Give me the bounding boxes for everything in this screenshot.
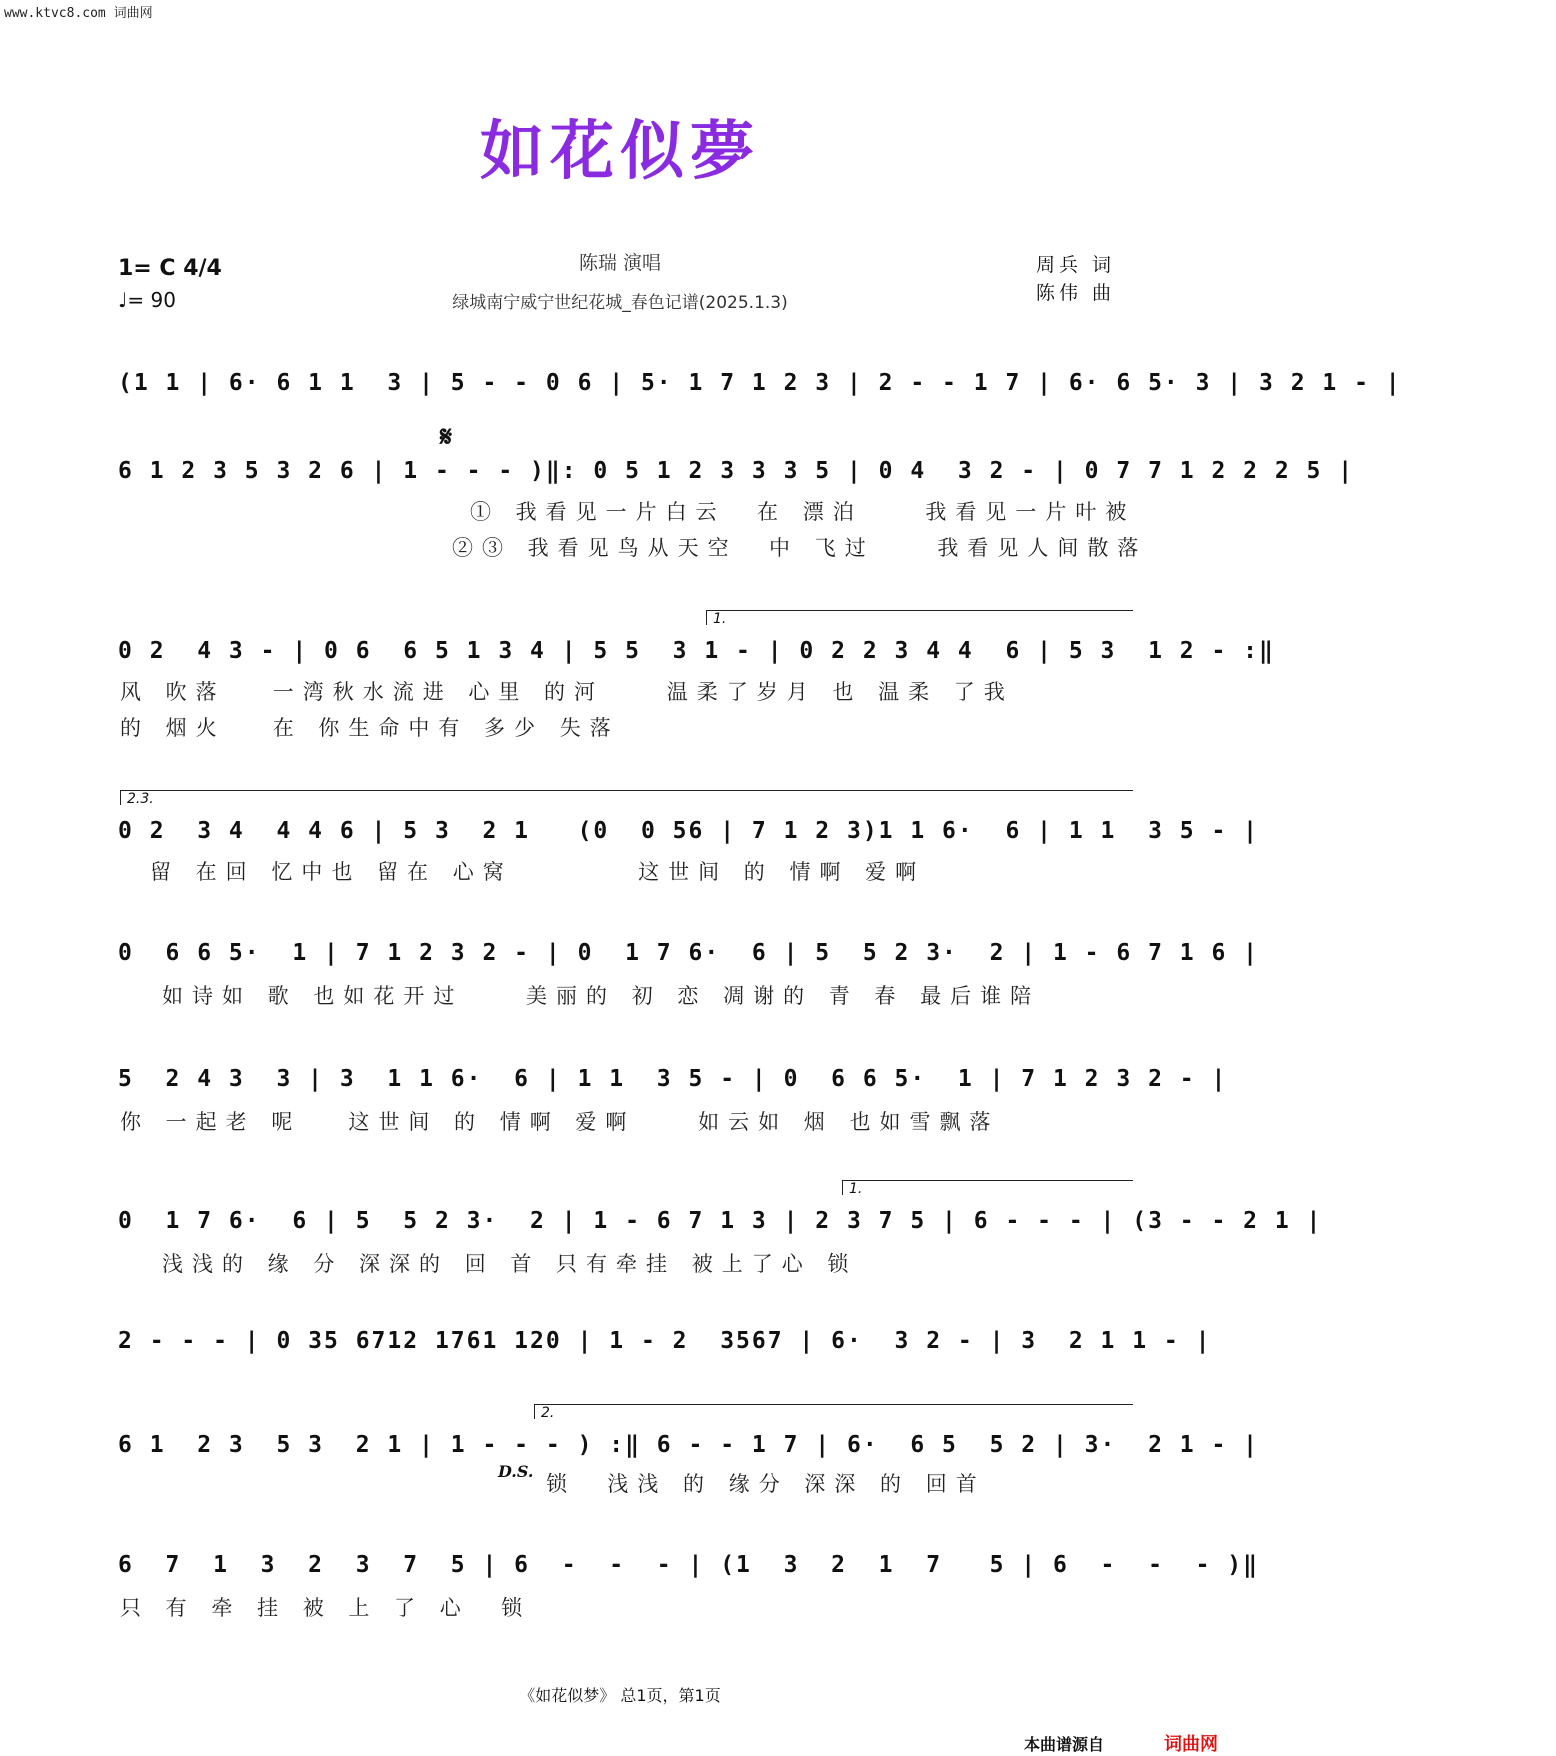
site-watermark: www.ktvc8.com 词曲网 (4, 6, 153, 21)
score-row: 0 2 3 4 4 4 6 | 5 3 2 1 (0 0 56 | 7 1 2 3)1 1 6· 6 | 1 1 3 5 - | (118, 818, 1259, 844)
segno-sign: 𝄋 (440, 420, 453, 453)
song-title: 如花似夢 (480, 115, 760, 189)
lyric-line: 风 吹落 一湾秋水流进 心里 的河 温柔了岁月 也 温柔 了我 (120, 680, 1014, 704)
volta-bracket: 2. (534, 1404, 1133, 1419)
source-note: 本曲谱源自 (1024, 1735, 1105, 1754)
site-logo[interactable]: 词曲网 (1164, 1734, 1218, 1755)
score-row: 6 1 2 3 5 3 2 6 | 1 - - - )‖: 0 5 1 2 3 3 3 5 | 0 4 3 2 - | 0 7 7 1 2 2 2 5 | (118, 458, 1355, 484)
lyricist-credit: 周兵 词 (1036, 254, 1116, 276)
score-row: 0 6 6 5· 1 | 7 1 2 3 2 - | 0 1 7 6· 6 | 5 5 2 3· 2 | 1 - 6 7 1 6 | (118, 940, 1259, 966)
volta-bracket: 1. (706, 610, 1133, 625)
lyric-line: 浅浅的 缘 分 深深的 回 首 只有牵挂 被上了心 锁 (162, 1252, 858, 1276)
volta-bracket: 2.3. (120, 790, 1133, 805)
lyric-line: 如诗如 歌 也如花开过 美丽的 初 恋 凋谢的 青 春 最后谁陪 (162, 984, 1041, 1008)
page-footer: 《如花似梦》 总1页，第1页 (519, 1686, 721, 1705)
score-row: 0 1 7 6· 6 | 5 5 2 3· 2 | 1 - 6 7 1 3 | 2 3 7 5 | 6 - - - | (3 - - 2 1 | (118, 1208, 1323, 1234)
lyric-line: ① 我看见一片白云 在 漂泊 我看见一片叶被 (470, 500, 1136, 524)
score-row: 5 2 4 3 3 | 3 1 1 6· 6 | 1 1 3 5 - | 0 6 6 5· 1 | 7 1 2 3 2 - | (118, 1066, 1228, 1092)
tempo-mark: ♩= 90 (118, 288, 176, 312)
lyric-line: 的 烟火 在 你生命中有 多少 失落 (120, 716, 620, 740)
score-row: 0 2 4 3 - | 0 6 6 5 1 3 4 | 5 5 3 1 - | 0 2 2 3 4 4 6 | 5 3 1 2 - :‖ (118, 638, 1275, 664)
lyric-line: 只 有 牵 挂 被 上 了 心 锁 (120, 1596, 532, 1620)
score-row: (1 1 | 6· 6 1 1 3 | 5 - - 0 6 | 5· 1 7 1 2 3 | 2 - - 1 7 | 6· 6 5· 3 | 3 2 1 - | (118, 370, 1402, 396)
score-row: 2 - - - | 0 35 6712 1761 120 | 1 - 2 3567 | 6· 3 2 - | 3 2 1 1 - | (118, 1328, 1212, 1354)
singer-credit: 陈瑞 演唱 (578, 252, 662, 274)
composer-credit: 陈伟 曲 (1036, 282, 1116, 304)
lyric-line: 你 一起老 呢 这世间 的 情啊 爱啊 如云如 烟 也如雪飘落 (120, 1110, 1000, 1134)
key-signature: 1= C 4/4 (118, 256, 222, 281)
score-row: 6 1 2 3 5 3 2 1 | 1 - - - ) :‖ 6 - - 1 7 | 6· 6 5 5 2 | 3· 2 1 - | (118, 1432, 1259, 1458)
volta-bracket: 1. (842, 1180, 1133, 1195)
score-row: 6 7 1 3 2 3 7 5 | 6 - - - | (1 3 2 1 7 5 | 6 - - - )‖ (118, 1552, 1259, 1578)
lyric-line: 锁 浅浅 的 缘分 深深 的 回首 (546, 1472, 986, 1496)
dal-segno-mark: D.S. (498, 1462, 534, 1481)
lyric-line: 留 在回 忆中也 留在 心窝 这世间 的 情啊 爱啊 (150, 860, 926, 884)
transcriber-credit: 绿城南宁威宁世纪花城_春色记谱(2025.1.3) (452, 293, 788, 313)
lyric-line: ②③ 我看见鸟从天空 中 飞过 我看见人间散落 (452, 536, 1148, 560)
